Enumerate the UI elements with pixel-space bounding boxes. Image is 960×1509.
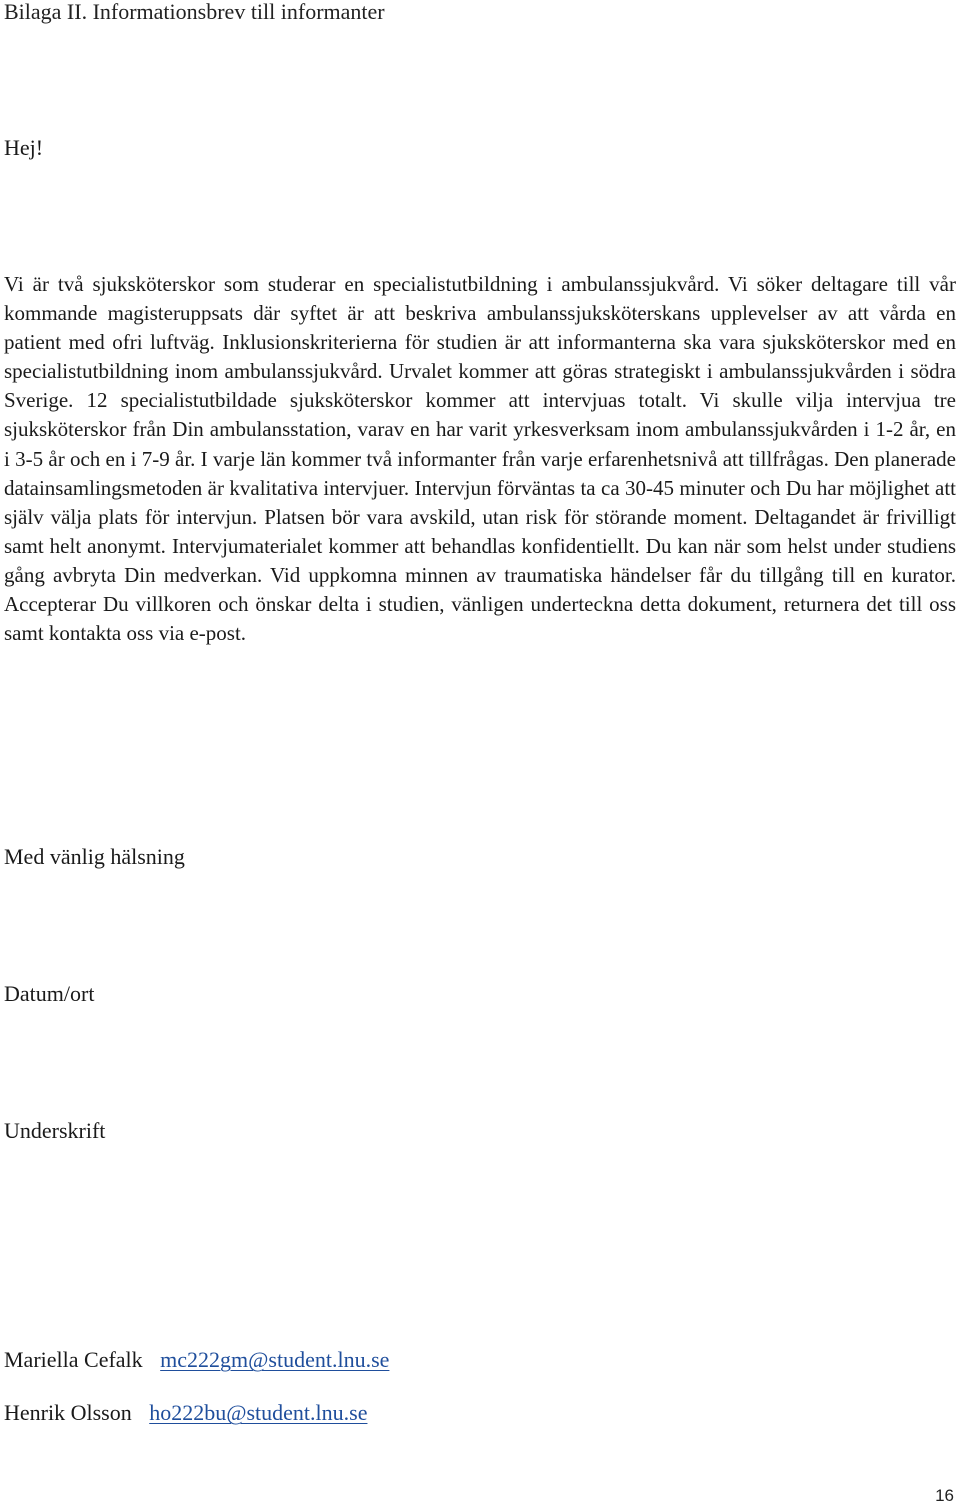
contact-row [4, 1399, 367, 1427]
signature-label: Underskrift [4, 1118, 106, 1143]
closing-salutation: Med vänlig hälsning [4, 844, 185, 869]
date-place-label: Datum/ort [4, 981, 95, 1006]
greeting: Hej! [4, 135, 44, 160]
contact-email-link[interactable]: ho222bu@student.lnu.se [149, 1400, 368, 1425]
contact-name: Mariella Cefalk [4, 1347, 143, 1372]
body-paragraph: Vi är två sjuksköterskor som studerar en specialistutbildning i ambulanssjukvård. Vi söker deltagare till vår kommande magisteruppsats där syftet är att beskriva ambulanssjuksköterskans upplevelser av att vårda en patient med ofri luftväg. Inklusionskriterierna för studien är att informanterna ska vara sjuksköterskor med en specialistutbildning inom ambulanssjukvård. Urvalet kommer att göras strategiskt i ambulanssjukvården i södra Sverige. 12 specialistutbildade sjuksköterskor kommer att intervjuas totalt. Vi skulle vilja intervjua tre sjuksköterskor från Din ambulansstation, varav en har varit yrkesverksam inom ambulanssjukvården i 1-2 år, en i 3-5 år och en i 7-9 år. I varje län kommer två informanter från varje erfarenhetsnivå att tillfrågas. Den planerade datainsamlingsmetoden är kvalitativa intervjuer. Intervjun förväntas ta ca 30-45 minuter och Du har möjlighet att själv välja plats för intervjun. Platsen bör vara avskild, utan risk för störande moment. Deltagandet är frivilligt samt helt anonymt. Intervjumaterialet kommer att behandlas konfidentiellt. Du kan när som helst under studiens gång avbryta Din medverkan. Vid uppkomna minnen av traumatiska händelser får du tillgång till en kurator. Accepterar Du villkoren och önskar delta i studien, vänligen underteckna detta dokument, returnera det till oss samt kontakta oss via e-post. [4, 272, 956, 646]
contact-email-link[interactable]: mc222gm@student.lnu.se [160, 1347, 390, 1372]
contact-name: Henrik Olsson [4, 1400, 132, 1425]
document-heading: Bilaga II. Informationsbrev till informanter [4, 0, 385, 24]
page-number: 16 [935, 1486, 954, 1505]
contact-row [4, 1346, 389, 1374]
